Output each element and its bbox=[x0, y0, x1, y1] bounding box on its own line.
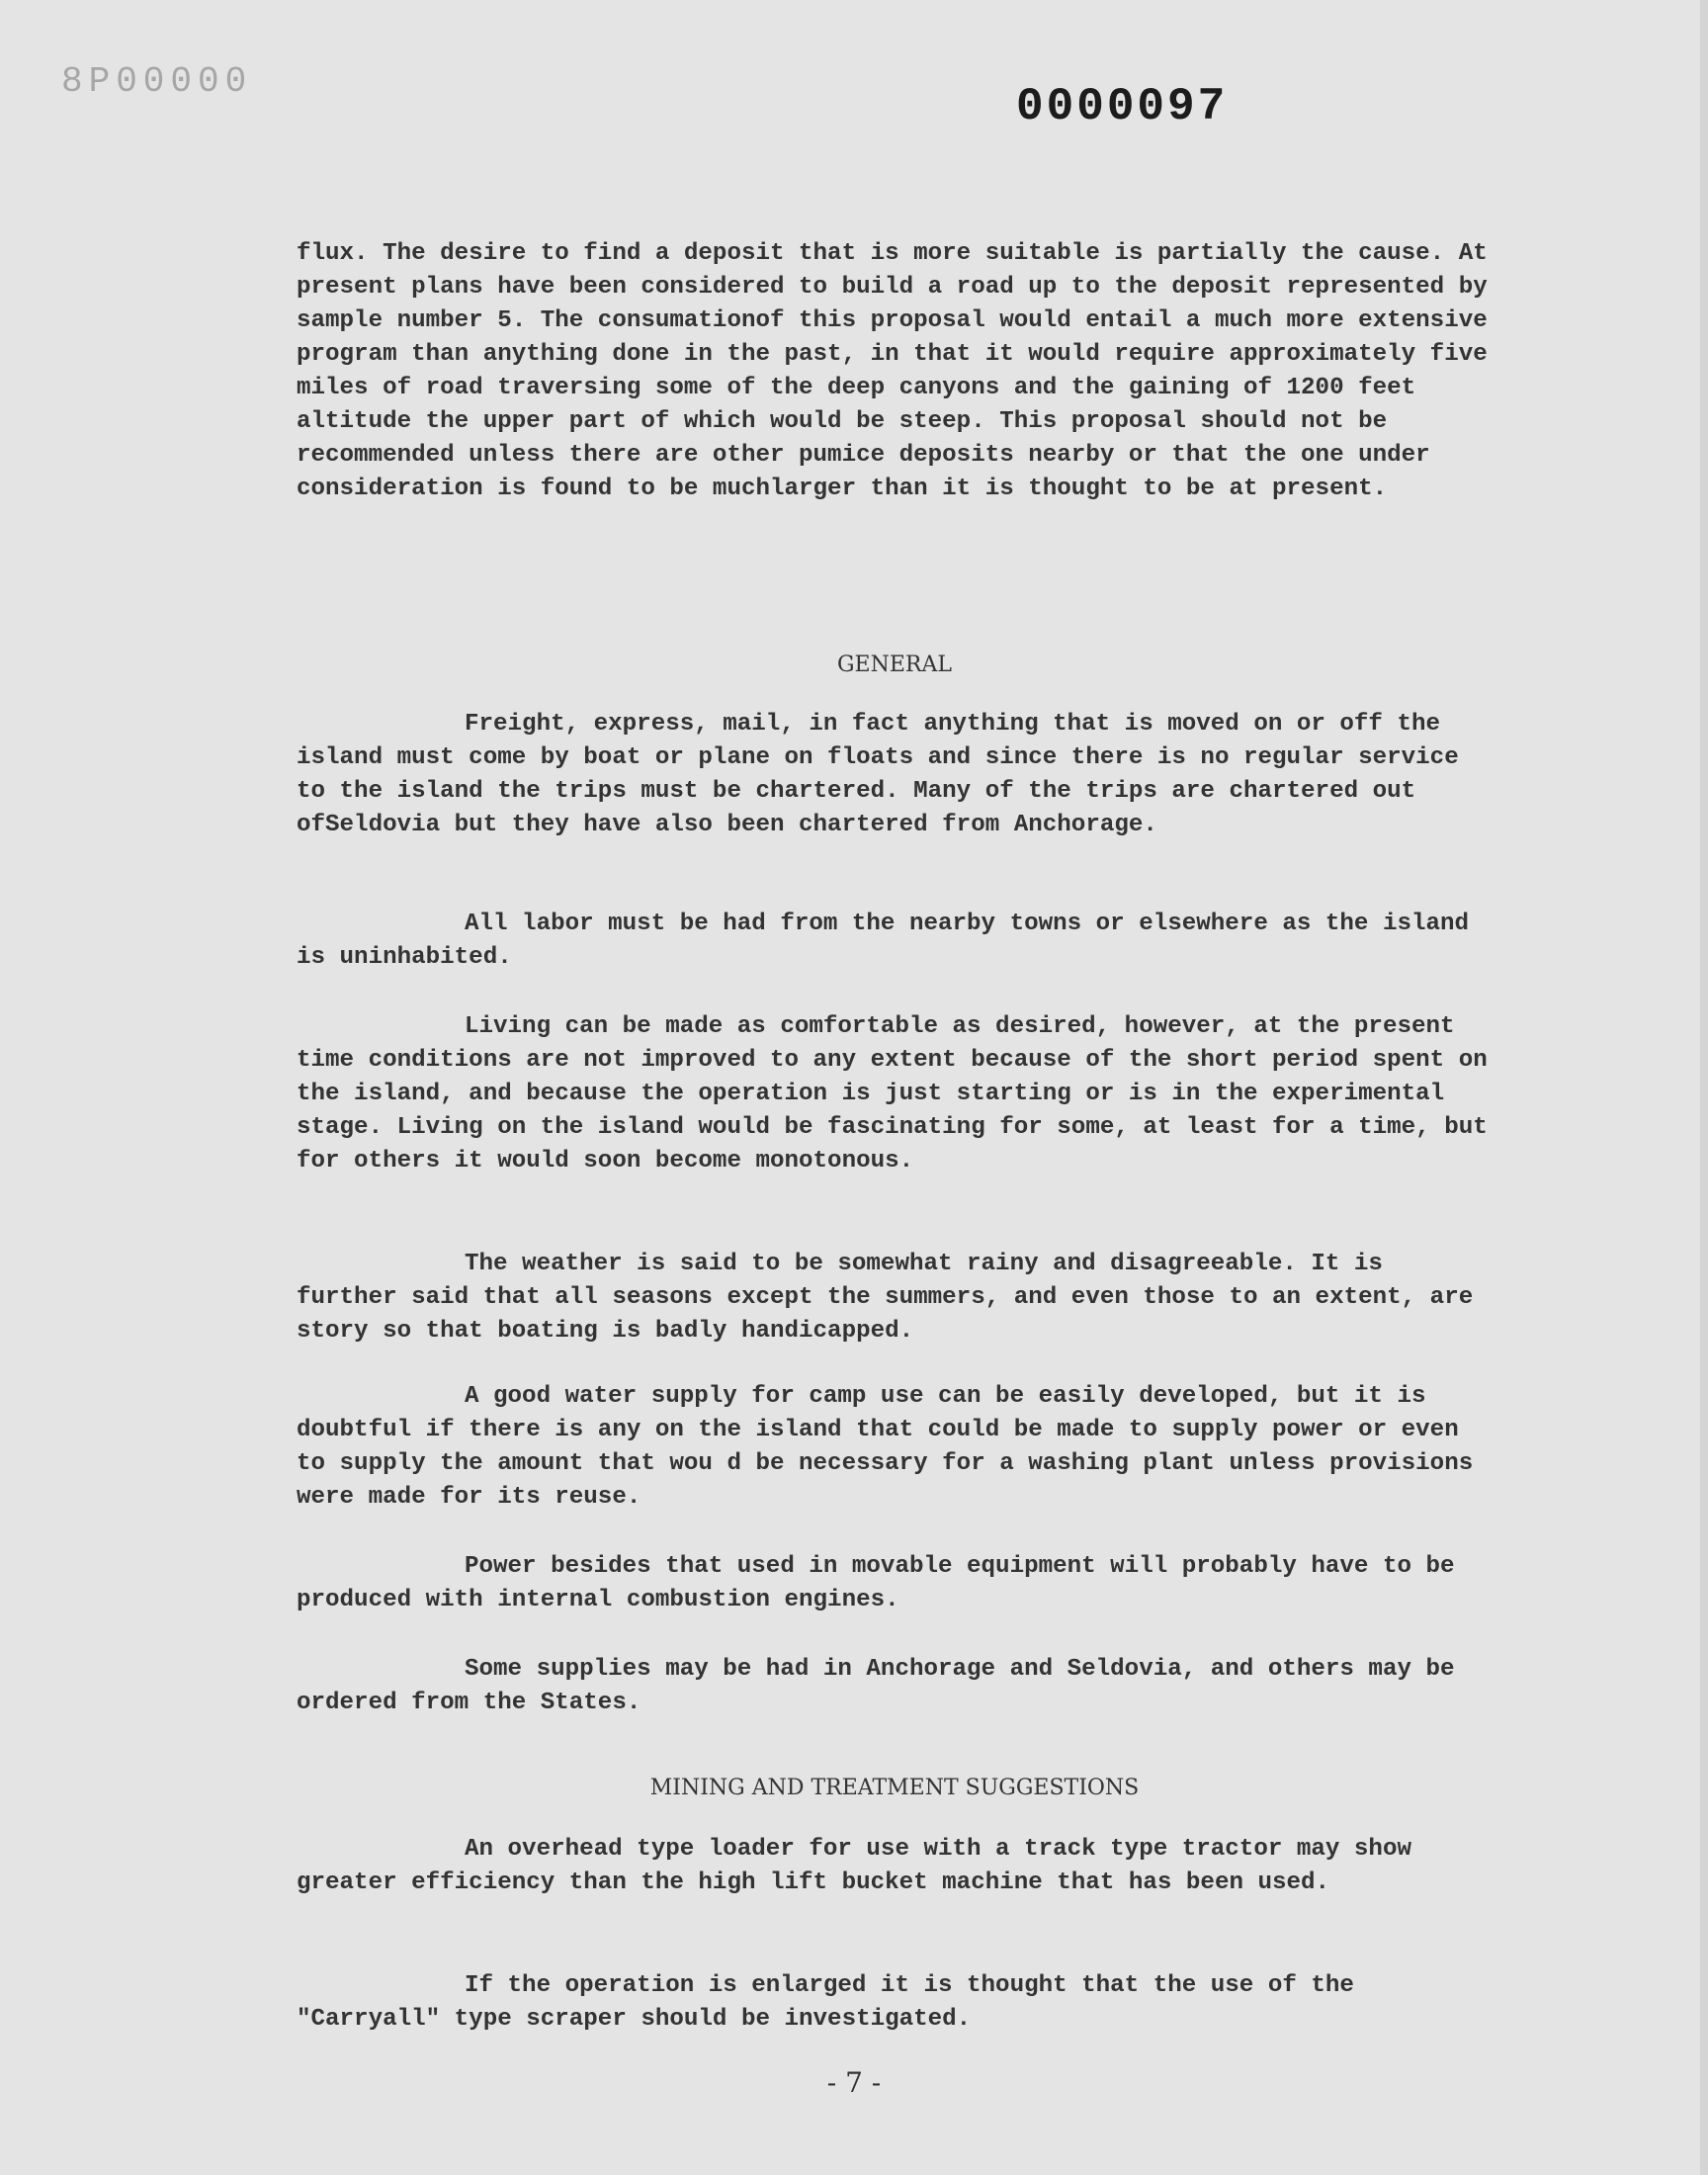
heading-mining-treatment: MINING AND TREATMENT SUGGESTIONS bbox=[649, 1776, 1140, 1800]
paragraph-power: Power besides that used in movable equipment will probably have to be produced with internal combustion engines. bbox=[297, 1553, 1455, 1613]
archive-stamp-left: 8P00000 bbox=[61, 61, 253, 102]
paragraph-water-supply: A good water supply for camp use can be easily developed, but it is doubtful if there is any on the island that could be made to supply power or even to supply the amount that wou d be necessary for a washing plant unless provisions were made for its reuse. bbox=[297, 1383, 1474, 1511]
page-stamp-number: 0000097 bbox=[1016, 81, 1229, 132]
heading-general: GENERAL bbox=[836, 652, 952, 677]
paragraph-weather: The weather is said to be somewhat rainy and disagreeable. It is further said that all seasons except the summers, and even those to an extent, are story so that boating is badly handicapped. bbox=[297, 1251, 1474, 1345]
paragraph-labor: All labor must be had from the nearby towns or elsewhere as the island is uninhabited. bbox=[297, 911, 1470, 971]
paragraph-flux: flux. The desire to find a deposit that is more suitable is partially the cause. At present plans have been considered to build a road up to the deposit represented by sample number 5. The consumationof this proposal would entail a much more extensive program than anything done in the past, in that it would require approximately five miles of road traversing some of the deep canyons and the gaining of 1200 feet altitude the upper part of which would be steep. This proposal should not be recommended unless there are other pumice deposits nearby or that the one under consideration is found to be muchlarger than it is thought to be at present. bbox=[297, 240, 1488, 502]
page-edge bbox=[1700, 0, 1708, 2175]
paragraph-freight: Freight, express, mail, in fact anything that is moved on or off the island must come by boat or plane on floats and since there is no regular service to the island the trips must be chartered. Many of the trips are chartered out ofSeldovia but they have also been chartered from Anchorage. bbox=[297, 711, 1459, 838]
paragraph-carryall: If the operation is enlarged it is thought that the use of the "Carryall" type scraper should be investigated. bbox=[297, 1972, 1354, 2033]
paragraph-loader: An overhead type loader for use with a track type tractor may show greater efficiency than the high lift bucket machine that has been used. bbox=[297, 1836, 1411, 1896]
paragraph-living: Living can be made as comfortable as desired, however, at the present time conditions are not improved to any extent because of the short period spent on the island, and because the operation is just starting or is in the experimental stage. Living on the island would be fascinating for some, at least for a time, but for others it would soon become monotonous. bbox=[297, 1013, 1488, 1174]
paragraph-supplies: Some supplies may be had in Anchorage and Seldovia, and others may be ordered from the States. bbox=[297, 1656, 1455, 1716]
page-number: - 7 - bbox=[826, 2066, 882, 2099]
